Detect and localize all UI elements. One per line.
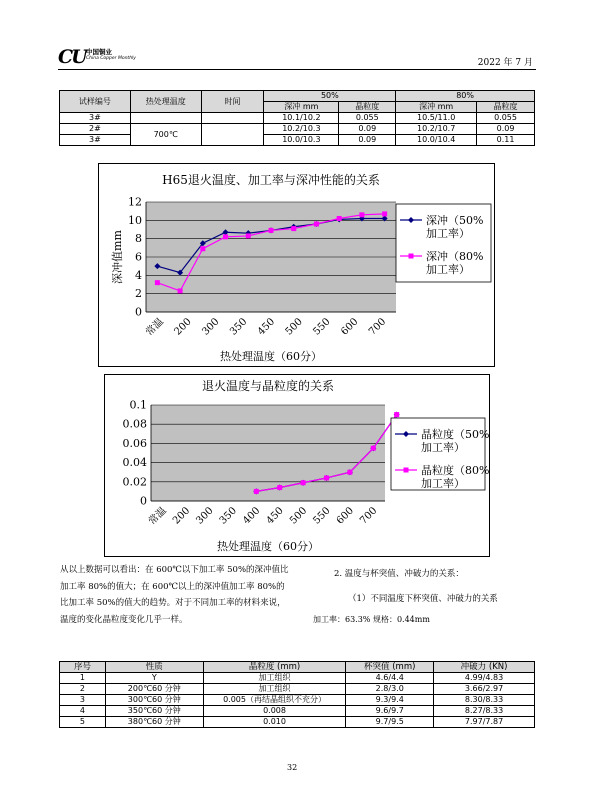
cell: 8.27/8.33: [434, 706, 535, 717]
y-tick-label: 0.04: [122, 456, 147, 470]
header-depth-80: 深冲 mm: [396, 102, 477, 113]
data-point: [324, 475, 329, 480]
process-params: 加工率：63.3% 规格：0.44mm: [313, 615, 430, 624]
logo-chinese-name: 中国铜业: [86, 48, 112, 56]
header-property: 性质: [105, 662, 203, 673]
y-tick-label: 6: [135, 250, 142, 264]
header-sample: 试样编号: [60, 91, 131, 113]
y-tick-label: 0.02: [122, 475, 147, 489]
logo-english-name: China Copper Monthly: [86, 56, 136, 61]
cell: 4: [60, 706, 106, 717]
x-tick-label: 450: [264, 505, 286, 527]
data-point: [301, 480, 306, 485]
cell: 350℃60 分钟: [105, 706, 203, 717]
x-tick-label: 600: [339, 316, 361, 338]
table-row: [60, 113, 535, 124]
cell: 4.6/4.4: [346, 673, 434, 684]
legend-label: 晶粒度（50%: [421, 428, 489, 441]
cell: 0.010: [203, 717, 346, 728]
x-tick-label: 550: [311, 505, 333, 527]
cell: 2.8/3.0: [346, 684, 434, 695]
header-force: 冲破力 (KN): [434, 662, 535, 673]
legend-label: 加工率）: [421, 477, 465, 490]
cell-g50: 0.055: [339, 113, 396, 124]
y-tick-label: 0: [140, 494, 147, 508]
cell-id: 3#: [60, 135, 131, 146]
data-point: [269, 228, 274, 233]
x-tick-label: 450: [255, 316, 278, 338]
x-tick-label: 350: [228, 316, 250, 338]
legend-label: 深冲（50%: [426, 214, 484, 227]
subsection-title: （1）不同温度下杯突值、冲破力的关系: [348, 594, 498, 604]
y-tick-label: 10: [128, 213, 142, 227]
table-row: [60, 706, 535, 717]
header-cupping: 杯突值 (mm): [346, 662, 434, 673]
legend: [396, 204, 491, 282]
data-point: [155, 280, 160, 285]
cell-g50: 0.09: [339, 135, 396, 146]
conclusion-paragraph: 从以上数据可以看出：在 600℃以下加工率 50%的深冲值比加工率 80%的值大；在 600℃以上的深冲值加工率 80%的比加工率 50%的值大的趋势。对于不同加工率的材料来说，温度的变化晶粒度变化几乎一样。: [60, 565, 289, 625]
header-rule: [58, 69, 536, 70]
cell-d80: 10.5/11.0: [396, 113, 477, 124]
y-tick-label: 12: [128, 195, 142, 209]
cell: 9.6/9.7: [346, 706, 434, 717]
cell: 7.97/7.87: [434, 717, 535, 728]
x-tick-label: 常温: [144, 316, 167, 339]
header-time: 时间: [201, 91, 264, 113]
data-point: [314, 222, 319, 227]
data-point: [337, 216, 342, 221]
cell: 380℃60 分钟: [105, 717, 203, 728]
cell-d80: 10.0/10.4: [396, 135, 477, 146]
x-tick-label: 200: [172, 316, 194, 338]
x-tick-label: 550: [311, 316, 333, 338]
data-point: [347, 470, 352, 475]
cell: Y: [105, 673, 203, 684]
legend-marker: [404, 468, 409, 473]
header-index: 序号: [60, 662, 106, 673]
chart-title: H65退火温度、加工率与深冲性能的关系: [162, 173, 380, 187]
grain-chart: [104, 374, 490, 557]
x-tick-label: 500: [283, 316, 305, 338]
logo-mark: CU: [58, 46, 86, 68]
depth-chart: [98, 163, 495, 367]
legend-label: 加工率）: [426, 263, 470, 276]
y-axis-label: 深冲值mm: [111, 230, 124, 284]
cell-time: [201, 113, 264, 124]
cell-g80: 0.11: [477, 135, 535, 146]
x-axis-label: 热处理温度（60分）: [217, 540, 319, 553]
header-grain-50: 晶粒度: [339, 102, 396, 113]
legend-label: 加工率）: [426, 227, 470, 240]
header-grain: 晶粒度 (mm): [203, 662, 346, 673]
table-row: [60, 684, 535, 695]
data-point: [223, 234, 228, 239]
x-tick-label: 300: [194, 505, 216, 527]
header-depth-50: 深冲 mm: [264, 102, 339, 113]
header-temp: 热处理温度: [130, 91, 201, 113]
x-tick-label: 500: [287, 505, 310, 527]
cell-d80: 10.2/10.7: [396, 124, 477, 135]
cell: 9.7/9.5: [346, 717, 434, 728]
y-tick-label: 0.1: [129, 398, 147, 412]
data-point: [394, 412, 399, 417]
table-row: [60, 695, 535, 706]
header-grain-80: 晶粒度: [477, 102, 535, 113]
page-number: 32: [287, 763, 298, 772]
cell: 200℃60 分钟: [105, 684, 203, 695]
data-point: [277, 485, 282, 490]
cell-d50: 10.0/10.3: [264, 135, 339, 146]
cell-id: 2#: [60, 124, 131, 135]
x-tick-label: 常温: [146, 505, 169, 528]
cell: 300℃60 分钟: [105, 695, 203, 706]
x-tick-label: 300: [200, 316, 222, 338]
legend-label: 加工率）: [421, 441, 465, 454]
cell: 加工组织: [203, 684, 346, 695]
cell-g80: 0.055: [477, 113, 535, 124]
section-title: 2. 温度与杯突值、冲破力的关系：: [334, 569, 464, 579]
data-point: [254, 489, 259, 494]
x-tick-label: 200: [170, 505, 193, 527]
cell: 4.99/4.83: [434, 673, 535, 684]
legend-label: 晶粒度（80%: [421, 464, 489, 477]
cell: 2: [60, 684, 106, 695]
depth-chart-svg: [99, 164, 494, 366]
data-point: [200, 246, 205, 251]
journal-logo: [58, 46, 168, 68]
x-tick-label: 700: [366, 316, 389, 338]
cupping-test-table: [59, 661, 535, 728]
cell-g80: 0.09: [477, 124, 535, 135]
x-tick-label: 700: [358, 505, 380, 527]
cell: 5: [60, 717, 106, 728]
cell: 0.008: [203, 706, 346, 717]
header-80: 80%: [396, 91, 535, 102]
header-50: 50%: [264, 91, 396, 102]
data-point: [359, 212, 364, 217]
y-tick-label: 0.06: [122, 436, 147, 450]
x-axis-label: 热处理温度（60分）: [220, 350, 322, 363]
y-tick-label: 4: [135, 268, 142, 282]
x-tick-label: 600: [334, 505, 357, 527]
cell-temp: [130, 113, 201, 124]
legend-marker: [409, 254, 414, 259]
chart-title: 退火温度与晶粒度的关系: [201, 379, 335, 393]
y-tick-label: 0: [135, 305, 142, 319]
data-point: [382, 211, 387, 216]
legend-label: 深冲（80%: [426, 250, 484, 263]
y-tick-label: 2: [135, 287, 142, 301]
cell: 9.3/9.4: [346, 695, 434, 706]
cell-temp-merged: 700℃: [130, 124, 201, 146]
table-row: [60, 717, 535, 728]
cell-time-merged: [201, 124, 264, 146]
cell: 3.66/2.97: [434, 684, 535, 695]
x-tick-label: 350: [217, 505, 240, 527]
cell-id: 3#: [60, 113, 131, 124]
data-point: [178, 288, 183, 293]
cell: 3: [60, 695, 106, 706]
y-tick-label: 8: [135, 232, 142, 246]
cell-d50: 10.1/10.2: [264, 113, 339, 124]
data-point: [291, 226, 296, 231]
table-row: [60, 673, 535, 684]
data-point: [371, 446, 376, 451]
x-tick-label: 400: [241, 505, 263, 527]
cell: 0.005（再结晶组织不充分）: [203, 695, 346, 706]
data-point: [246, 233, 251, 238]
cell: 8.30/8.33: [434, 695, 535, 706]
annealing-depth-table: [59, 90, 535, 146]
cell: 加工组织: [203, 673, 346, 684]
y-tick-label: 0.08: [122, 417, 147, 431]
cell-g50: 0.09: [339, 124, 396, 135]
cell-d50: 10.2/10.3: [264, 124, 339, 135]
legend: [391, 418, 489, 490]
plot-area: [151, 405, 385, 501]
cell: 1: [60, 673, 106, 684]
issue-date: 2022 年 7 月: [477, 58, 533, 68]
grain-chart-svg: [105, 375, 489, 556]
table-row: [60, 124, 535, 135]
